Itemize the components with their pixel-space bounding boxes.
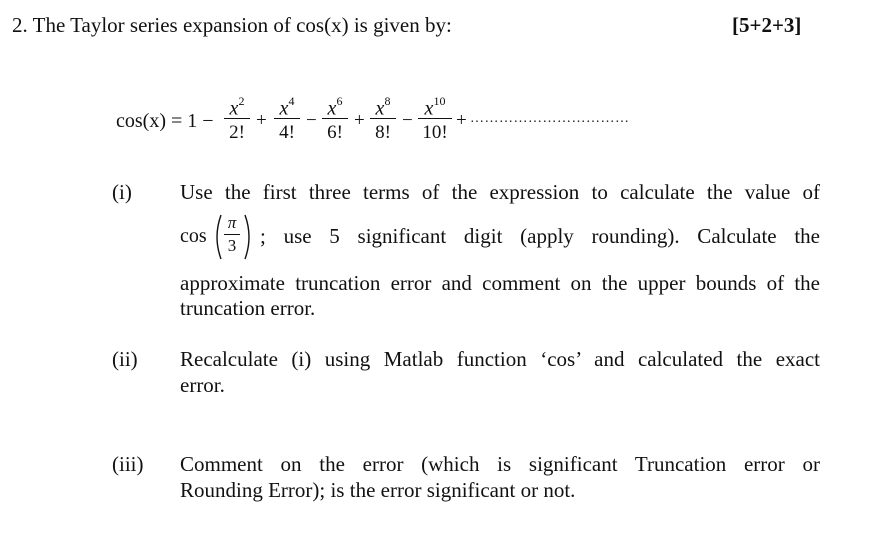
part-i-line-3: approximate truncation error and comment on the upper bounds of the [180, 271, 820, 295]
operator: + [256, 110, 267, 131]
term-x10: $x^{10}$ 10! [418, 90, 452, 144]
pi-over-three: π 3 [224, 212, 240, 256]
part-i-line-1: Use the first three terms of the expression to calculate the value of [180, 180, 820, 204]
taylor-series-equation [116, 90, 676, 160]
term-x6: $x^6$ 6! [322, 90, 348, 144]
right-paren-icon [244, 214, 254, 260]
term-x4: $x^4$ 4! [274, 90, 300, 144]
operator: − [306, 110, 317, 131]
part-i-line-4: truncation error. [180, 296, 316, 320]
operator: + [456, 110, 467, 131]
operator: − [402, 110, 413, 131]
part-label-i: (i) [112, 180, 132, 204]
marks-allocation: [5+2+3] [732, 13, 802, 37]
term-x8: $x^8$ 8! [370, 90, 396, 144]
part-ii-line-1: Recalculate (i) using Matlab function ‘cos’ and calculated the exact [180, 347, 820, 371]
part-ii-line-2: error. [180, 373, 225, 397]
part-label-iii: (iii) [112, 452, 144, 476]
part-iii-line-2: Rounding Error); is the error significant or not. [180, 478, 576, 502]
equation-lhs: cos(x) = 1 − [116, 110, 214, 132]
term-x2: $x^2$ 2! [224, 90, 250, 144]
part-iii-line-1: Comment on the error (which is significant Truncation error or [180, 452, 820, 476]
part-label-ii: (ii) [112, 347, 138, 371]
cos-function: cos [180, 225, 207, 247]
left-paren-icon [212, 214, 222, 260]
operator: + [354, 110, 365, 131]
continuation-dots: …………………………… [470, 111, 630, 126]
part-i-line-2: ; use 5 significant digit (apply rounding). Calculate the [260, 224, 820, 248]
question-title: 2. The Taylor series expansion of cos(x) is given by: [12, 13, 452, 37]
part-i-cos-line [180, 212, 820, 264]
